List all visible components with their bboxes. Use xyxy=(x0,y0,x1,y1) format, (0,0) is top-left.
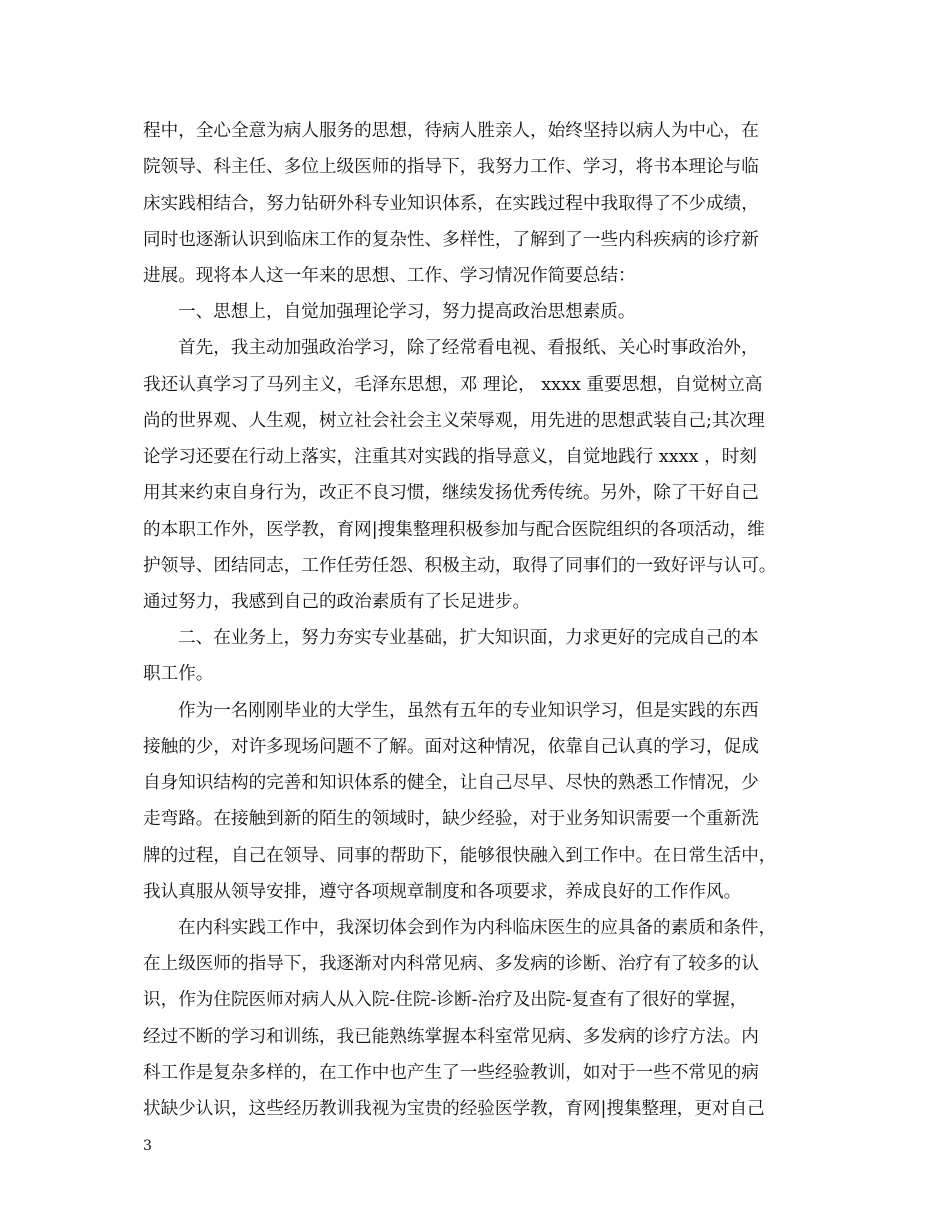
text-line: 首先，我主动加强政治学习，除了经常看电视、看报纸、关心时事政治外， xyxy=(178,338,759,358)
text-line: 牌的过程，自己在领导、同事的帮助下，能够很快融入到工作中。在日常生活中， xyxy=(143,846,777,866)
text-line: 院领导、科主任、多位上级医师的指导下，我努力工作、学习，将书本理论与临 xyxy=(143,157,759,177)
text-line: 在内科实践工作中，我深切体会到作为内科临床医生的应具备的素质和条件， xyxy=(178,918,777,938)
text-line: 床实践相结合，努力钻研外科专业知识体系，在实践过程中我取得了不少成绩， xyxy=(143,194,759,214)
text-line: 论学习还要在行动上落实，注重其对实践的指导意义，自觉地践行 xxxx ，时刻 xyxy=(143,447,757,467)
text-line: 接触的少，对许多现场问题不了解。面对这种情况，依靠自己认真的学习，促成 xyxy=(143,737,759,757)
page-number: 3 xyxy=(143,1138,152,1154)
text-line: 自身知识结构的完善和知识体系的健全，让自己尽早、尽快的熟悉工作情况，少 xyxy=(143,773,759,793)
text-line: 通过努力，我感到自己的政治素质有了长足进步。 xyxy=(143,592,531,612)
text-line: 程中，全心全意为病人服务的思想，待病人胜亲人，始终坚持以病人为中心，在 xyxy=(143,121,759,141)
text-line: 职工作。 xyxy=(143,664,214,684)
text-line: 护领导、团结同志，工作任劳任怨、积极主动，取得了同事们的一致好评与认可。 xyxy=(143,556,777,576)
text-line: 我认真服从领导安排，遵守各项规章制度和各项要求，养成良好的工作作风。 xyxy=(143,882,742,902)
text-line: 作为一名刚刚毕业的大学生，虽然有五年的专业知识学习，但是实践的东西 xyxy=(178,701,759,721)
text-line: 科工作是复杂多样的，在工作中也产生了一些经验教训，如对于一些不常见的病 xyxy=(143,1063,759,1083)
text-line: 状缺少认识，这些经历教训我视为宝贵的经验医学教，育网|搜集整理，更对自己 xyxy=(143,1099,765,1119)
text-line: 在上级医师的指导下，我逐渐对内科常见病、多发病的诊断、治疗有了较多的认 xyxy=(143,954,759,974)
text-line: 走弯路。在接触到新的陌生的领域时，缺少经验，对于业务知识需要一个重新洗 xyxy=(143,809,759,829)
text-line: 同时也逐渐认识到临床工作的复杂性、多样性，了解到了一些内科疾病的诊疗新 xyxy=(143,230,759,250)
text-line: 经过不断的学习和训练，我已能熟练掌握本科室常见病、多发病的诊疗方法。内 xyxy=(143,1027,759,1047)
section-heading: 一、思想上，自觉加强理论学习，努力提高政治思想素质。 xyxy=(178,302,636,322)
text-line: 进展。现将本人这一年来的思想、工作、学习情况作简要总结： xyxy=(143,266,636,286)
text-line: 用其来约束自身行为，改正不良习惯，继续发扬优秀传统。另外，除了干好自己 xyxy=(143,483,759,503)
text-line: 我还认真学习了马列主义，毛泽东思想，邓 理论， xxxx 重要思想，自觉树立高 xyxy=(143,375,763,395)
text-line: 的本职工作外，医学教，育网|搜集整理积极参加与配合医院组织的各项活动，维 xyxy=(143,520,765,540)
text-line: 尚的世界观、人生观，树立社会社会主义荣辱观，用先进的思想武装自己;其次理 xyxy=(143,411,765,431)
text-line: 识，作为住院医师对病人从入院-住院-诊断-治疗及出院-复查有了很好的掌握， xyxy=(143,990,748,1010)
section-heading: 二、在业务上，努力夯实专业基础，扩大知识面，力求更好的完成自己的本 xyxy=(178,628,759,648)
